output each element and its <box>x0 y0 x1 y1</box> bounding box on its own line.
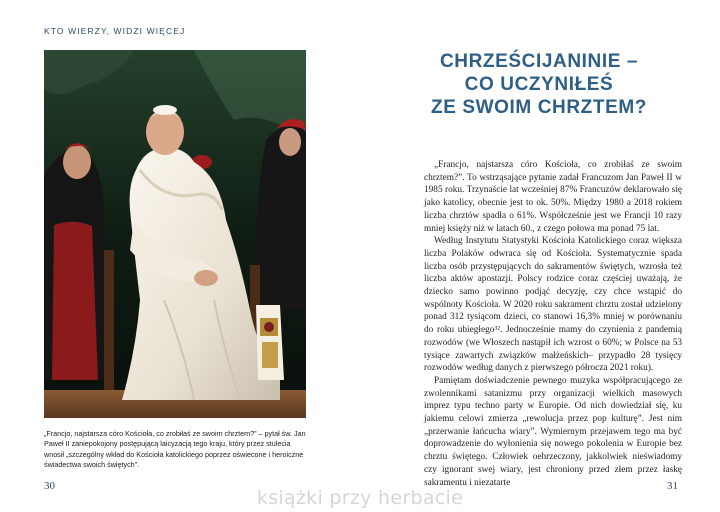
body-text <box>424 159 682 489</box>
watermark: książki przy herbacie <box>256 487 464 509</box>
body-paragraph: Według Instytutu Statystyki Kościoła Katolickiego coraz większa liczba Polaków odwraca się od Kościoła. Systematycznie spada liczba osób przystępujących do sakramentów świętych, wzrosła też liczba aktów apostazji. Polscy rodzice coraz częściej uważają, że dziecko samo powinno podjąć decyzję, czy chce wstąpić do wspólnoty Kościoła. W 2020 roku sakrament chrztu został udzielony ponad 312 tysiącom dzieci, co stanowi 16,3% mniej w porównaniu do roku ubiegłego³². Jednocześnie mamy do czynienia z pandemią rozwodów (we Włoszech nastąpił ich wzrost o 60%; w Polsce na 53 tysiące zawartych związków małżeńskich– przypadło 28 tysięcy rozwodów według danych z pierwszego półrocza 2021 roku). <box>424 236 682 374</box>
chapter-title <box>396 50 682 119</box>
chapter-title-line: CO UCZYNIŁEŚ <box>464 74 614 95</box>
body-paragraph: „Francjo, najstarsza córo Kościoła, co zrobiłaś ze swoim chrztem?”. To wstrząsające pytanie zadał Francuzom Jan Paweł II w 1985 roku. Trzynaście lat wcześniej 87% Francuzów deklarowało się jako katolicy, obecnie jest to ok. 50%. Między 1980 a 2018 rokiem liczba chrztów spadła o 61%. Współcześnie jest we Francji 10 razy mniej księży niż w latach 60., z czego połowa ma ponad 75 lat. <box>424 160 682 234</box>
photo-caption: „Francjo, najstarsza córo Kościoła, co zrobiłaś ze swoim chrztem?” – pytał św. Jan Paweł II zaniepokojony postępującą laicyzacją tego kraju, który przez stulecia wnosił „szczególny wkład do Kościoła katolickiego poprzez oświecone i heroiczne świadectwa swoich świętych”. <box>44 429 306 469</box>
pope-photo-illustration <box>44 50 306 418</box>
body-paragraph: Pamiętam doświadczenie pewnego muzyka współpracującego ze zwolennikami satanizmu przy organizacji wielkich masowych imprez typu techno party w Europie. Od nich dowiedział się, ku jakiemu celowi zmierza „rewolucja przez pop kulturę”. Jest nim „przerwanie łańcucha wiary”. Wymiernym przejawem tego ma być doprowadzenie do wyłonienia się nowego pokolenia w Europie bez chrztu świętego. Człowiek oehrzeczony, jakkolwiek nieświadomy czy ignorant swej wiary, jest chroniony przed złem przez łaskę sakramentu i niezatarte <box>424 375 682 488</box>
chapter-title-line: CHRZEŚCIJANINIE – <box>439 51 639 72</box>
running-head: KTO WIERZY, WIDZI WIĘCEJ <box>44 26 186 36</box>
page-number-right: 31 <box>667 480 678 492</box>
pope-photo <box>44 50 306 418</box>
page-number-left: 30 <box>44 480 55 492</box>
chapter-title-line: ZE SWOIM CHRZTEM? <box>430 97 647 118</box>
